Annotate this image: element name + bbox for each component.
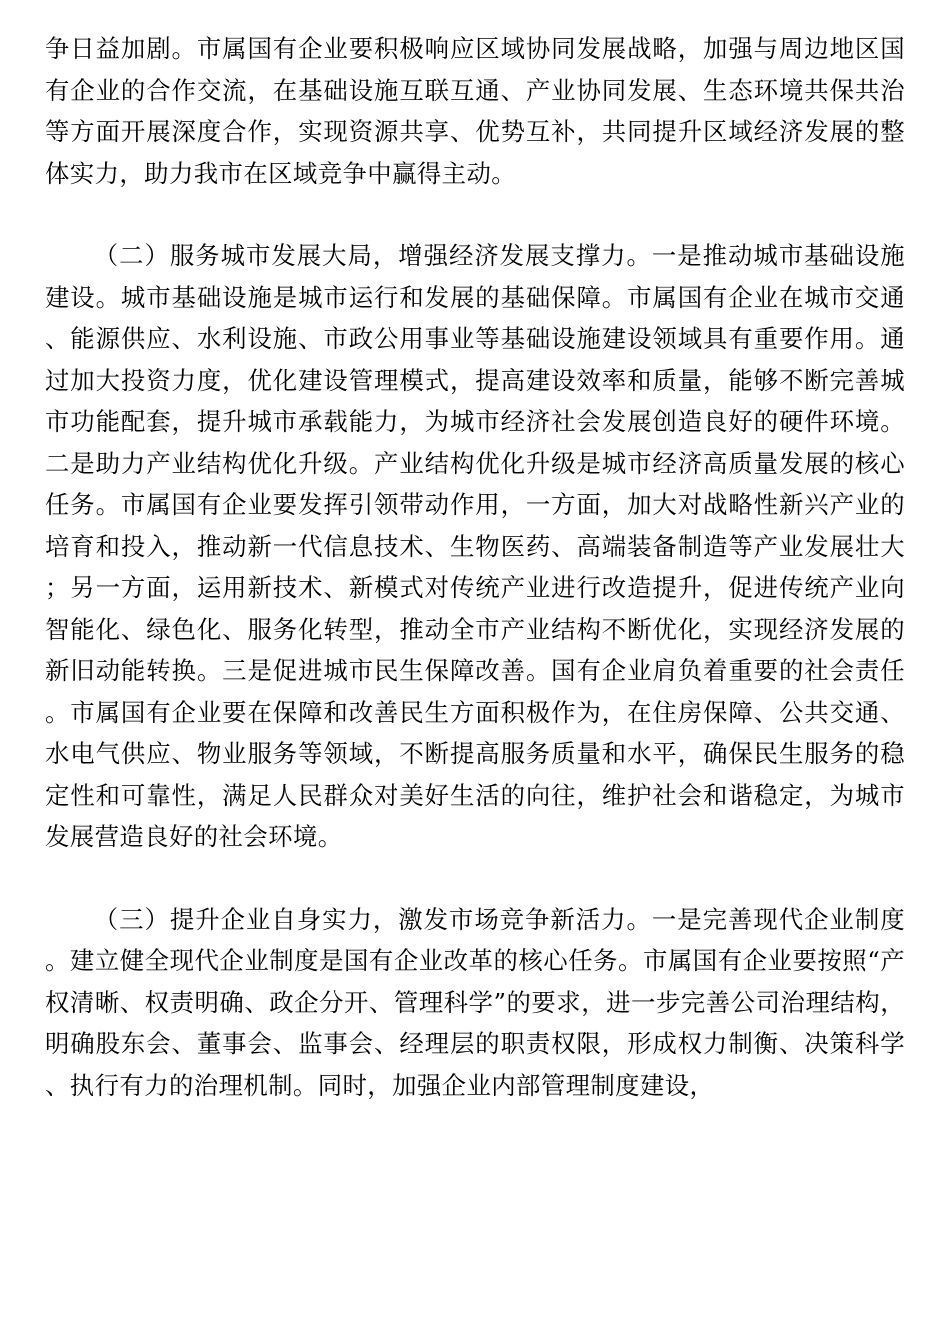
paragraph-section-2: （二）服务城市发展大局，增强经济发展支撑力。一是推动城市基础设施建设。城市基础设施是城市运行和发展的基础保障。市属国有企业在城市交通、能源供应、水利设施、市政公用事业等基础设施建设领域具有重要作用。通过加大投资力度，优化建设管理模式，提高建设效率和质量，能够不断完善城市功能配套，提升城市承载能力，为城市经济社会发展创造良好的硬件环境。二是助力产业结构优化升级。产业结构优化升级是城市经济高质量发展的核心任务。市属国有企业要发挥引领带动作用，一方面，加大对战略性新兴产业的培育和投入，推动新一代信息技术、生物医药、高端装备制造等产业发展壮大；另一方面，运用新技术、新模式对传统产业进行改造提升，促进传统产业向智能化、绿色化、服务化转型，推动全市产业结构不断优化，实现经济发展的新旧动能转换。三是促进城市民生保障改善。国有企业肩负着重要的社会责任。市属国有企业要在保障和改善民生方面积极作为，在住房保障、公共交通、水电气供应、物业服务等领域，不断提高服务质量和水平，确保民生服务的稳定性和可靠性，满足人民群众对美好生活的向往，维护社会和谐稳定，为城市发展营造良好的社会环境。 [45, 241, 905, 851]
paragraph-spacer [45, 858, 905, 899]
paragraph-spacer [45, 194, 905, 235]
paragraph-continuation: 争日益加剧。市属国有企业要积极响应区域协同发展战略，加强与周边地区国有企业的合作交流，在基础设施互联互通、产业协同发展、生态环境共保共治等方面开展深度合作，实现资源共享、优势互补，共同提升区域经济发展的整体实力，助力我市在区域竞争中赢得主动。 [45, 34, 905, 188]
document-page [45, 28, 905, 1106]
paragraph-section-3: （三）提升企业自身实力，激发市场竞争新活力。一是完善现代企业制度。建立健全现代企业制度是国有企业改革的核心任务。市属国有企业要按照“产权清晰、权责明确、政企分开、管理科学”的要求，进一步完善公司治理结构，明确股东会、董事会、监事会、经理层的职责权限，形成权力制衡、决策科学、执行有力的治理机制。同时，加强企业内部管理制度建设， [45, 904, 905, 1100]
